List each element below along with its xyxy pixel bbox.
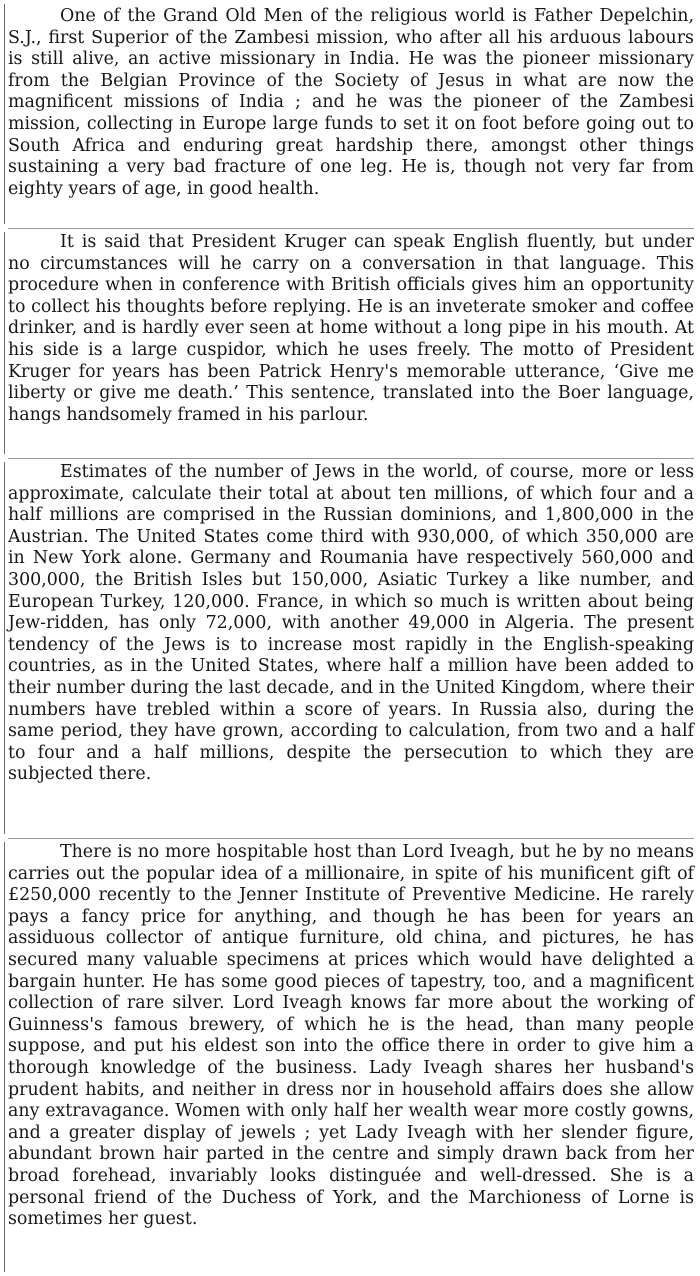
paragraph-depelchin	[8, 6, 694, 200]
column-rule-top	[4, 4, 5, 224]
column-rule-bottom	[4, 842, 5, 1272]
paragraph-text: There is no more hospitable host than Lord Iveagh, but he by no means carries out the popular idea of a millionaire, in spite of his munificent gift of £250,000 recently to the Jenner Institute of Preventive Medicine. He rarely pays a fancy price for anything, and though he has been for years an assiduous collector of antique furniture, old china, and pictures, he has secured many valuable specimens at prices which would have delighted a bargain hunter. He has some good pieces of tapestry, too, and a magnificent collection of rare silver. Lord Iveagh knows far more about the working of Guinness's famous brewery, of which he is the head, than many people suppose, and put his eldest son into the office there in order to give him a thorough knowledge of the business. Lady Iveagh shares her husband's prudent habits, and neither in dress nor in household affairs does she allow any extravagance. Women with only half her wealth wear more costly gowns, and a greater display of jewels ; yet Lady Iveagh with her slender figure, abundant brown hair parted in the centre and simply drawn back from her broad forehead, invariably looks distinguée and well-dressed. She is a personal friend of the Duchess of York, and the Marchioness of Lorne is sometimes her guest.	[8, 842, 694, 1230]
column-rule-lower	[4, 462, 5, 834]
paragraph-kruger	[8, 232, 694, 426]
paragraph-text: It is said that President Kruger can speak English fluently, but under no circumstances will he carry on a conversation in that language. This procedure when in conference with British officials gives him an opportunity to collect his thoughts before replying. He is an inveterate smoker and coffee drinker, and is hardly ever seen at home without a long pipe in his mouth. At his side is a large cuspidor, which he uses freely. The motto of President Kruger for years has been Patrick Henry's memorable utterance, ‘Give me liberty or give me death.’ This sentence, translated into the Boer language, hangs handsomely framed in his parlour.	[8, 232, 694, 425]
newspaper-column	[4, 4, 694, 1272]
paragraph-text: Estimates of the number of Jews in the world, of course, more or less approximate, calculate their total at about ten millions, of which four and a half millions are comprised in the Russian dominions, and 1,800,000 in the Austrian. The United States come third with 930,000, of which 350,000 are in New York alone. Germany and Roumania have respectively 560,000 and 300,000, the British Isles but 150,000, Asiatic Turkey a like number, and European Turkey, 120,000. France, in which so much is written about being Jew-ridden, has only 72,000, with another 49,000 in Algeria. The present tendency of the Jews is to increase most rapidly in the English-speaking countries, as in the United States, where half a million have been added to their number during the last decade, and in the United Kingdom, where their numbers have trebled within a score of years. In Russia also, during the same period, they have grown, according to calculation, from two and a half to four and a half millions, despite the persecution to which they are subjected there.	[8, 462, 694, 785]
paragraph-jews-estimates	[8, 462, 694, 786]
column-rule-middle	[4, 232, 5, 454]
section-divider	[8, 838, 694, 839]
section-divider	[8, 228, 694, 229]
section-divider	[8, 458, 694, 459]
paragraph-text: One of the Grand Old Men of the religious world is Father Depelchin, S.J., first Superior of the Zambesi mission, who after all his arduous labours is still alive, an active missionary in India. He was the pioneer missionary from the Belgian Province of the Society of Jesus in what are now the magnificent missions of India ; and he was the pioneer of the Zambesi mission, collecting in Europe large funds to set it on foot before going out to South Africa and enduring great hardship there, amongst other things sustaining a very bad fracture of one leg. He is, though not very far from eighty years of age, in good health.	[8, 6, 694, 199]
paragraph-lord-iveagh	[8, 842, 694, 1231]
